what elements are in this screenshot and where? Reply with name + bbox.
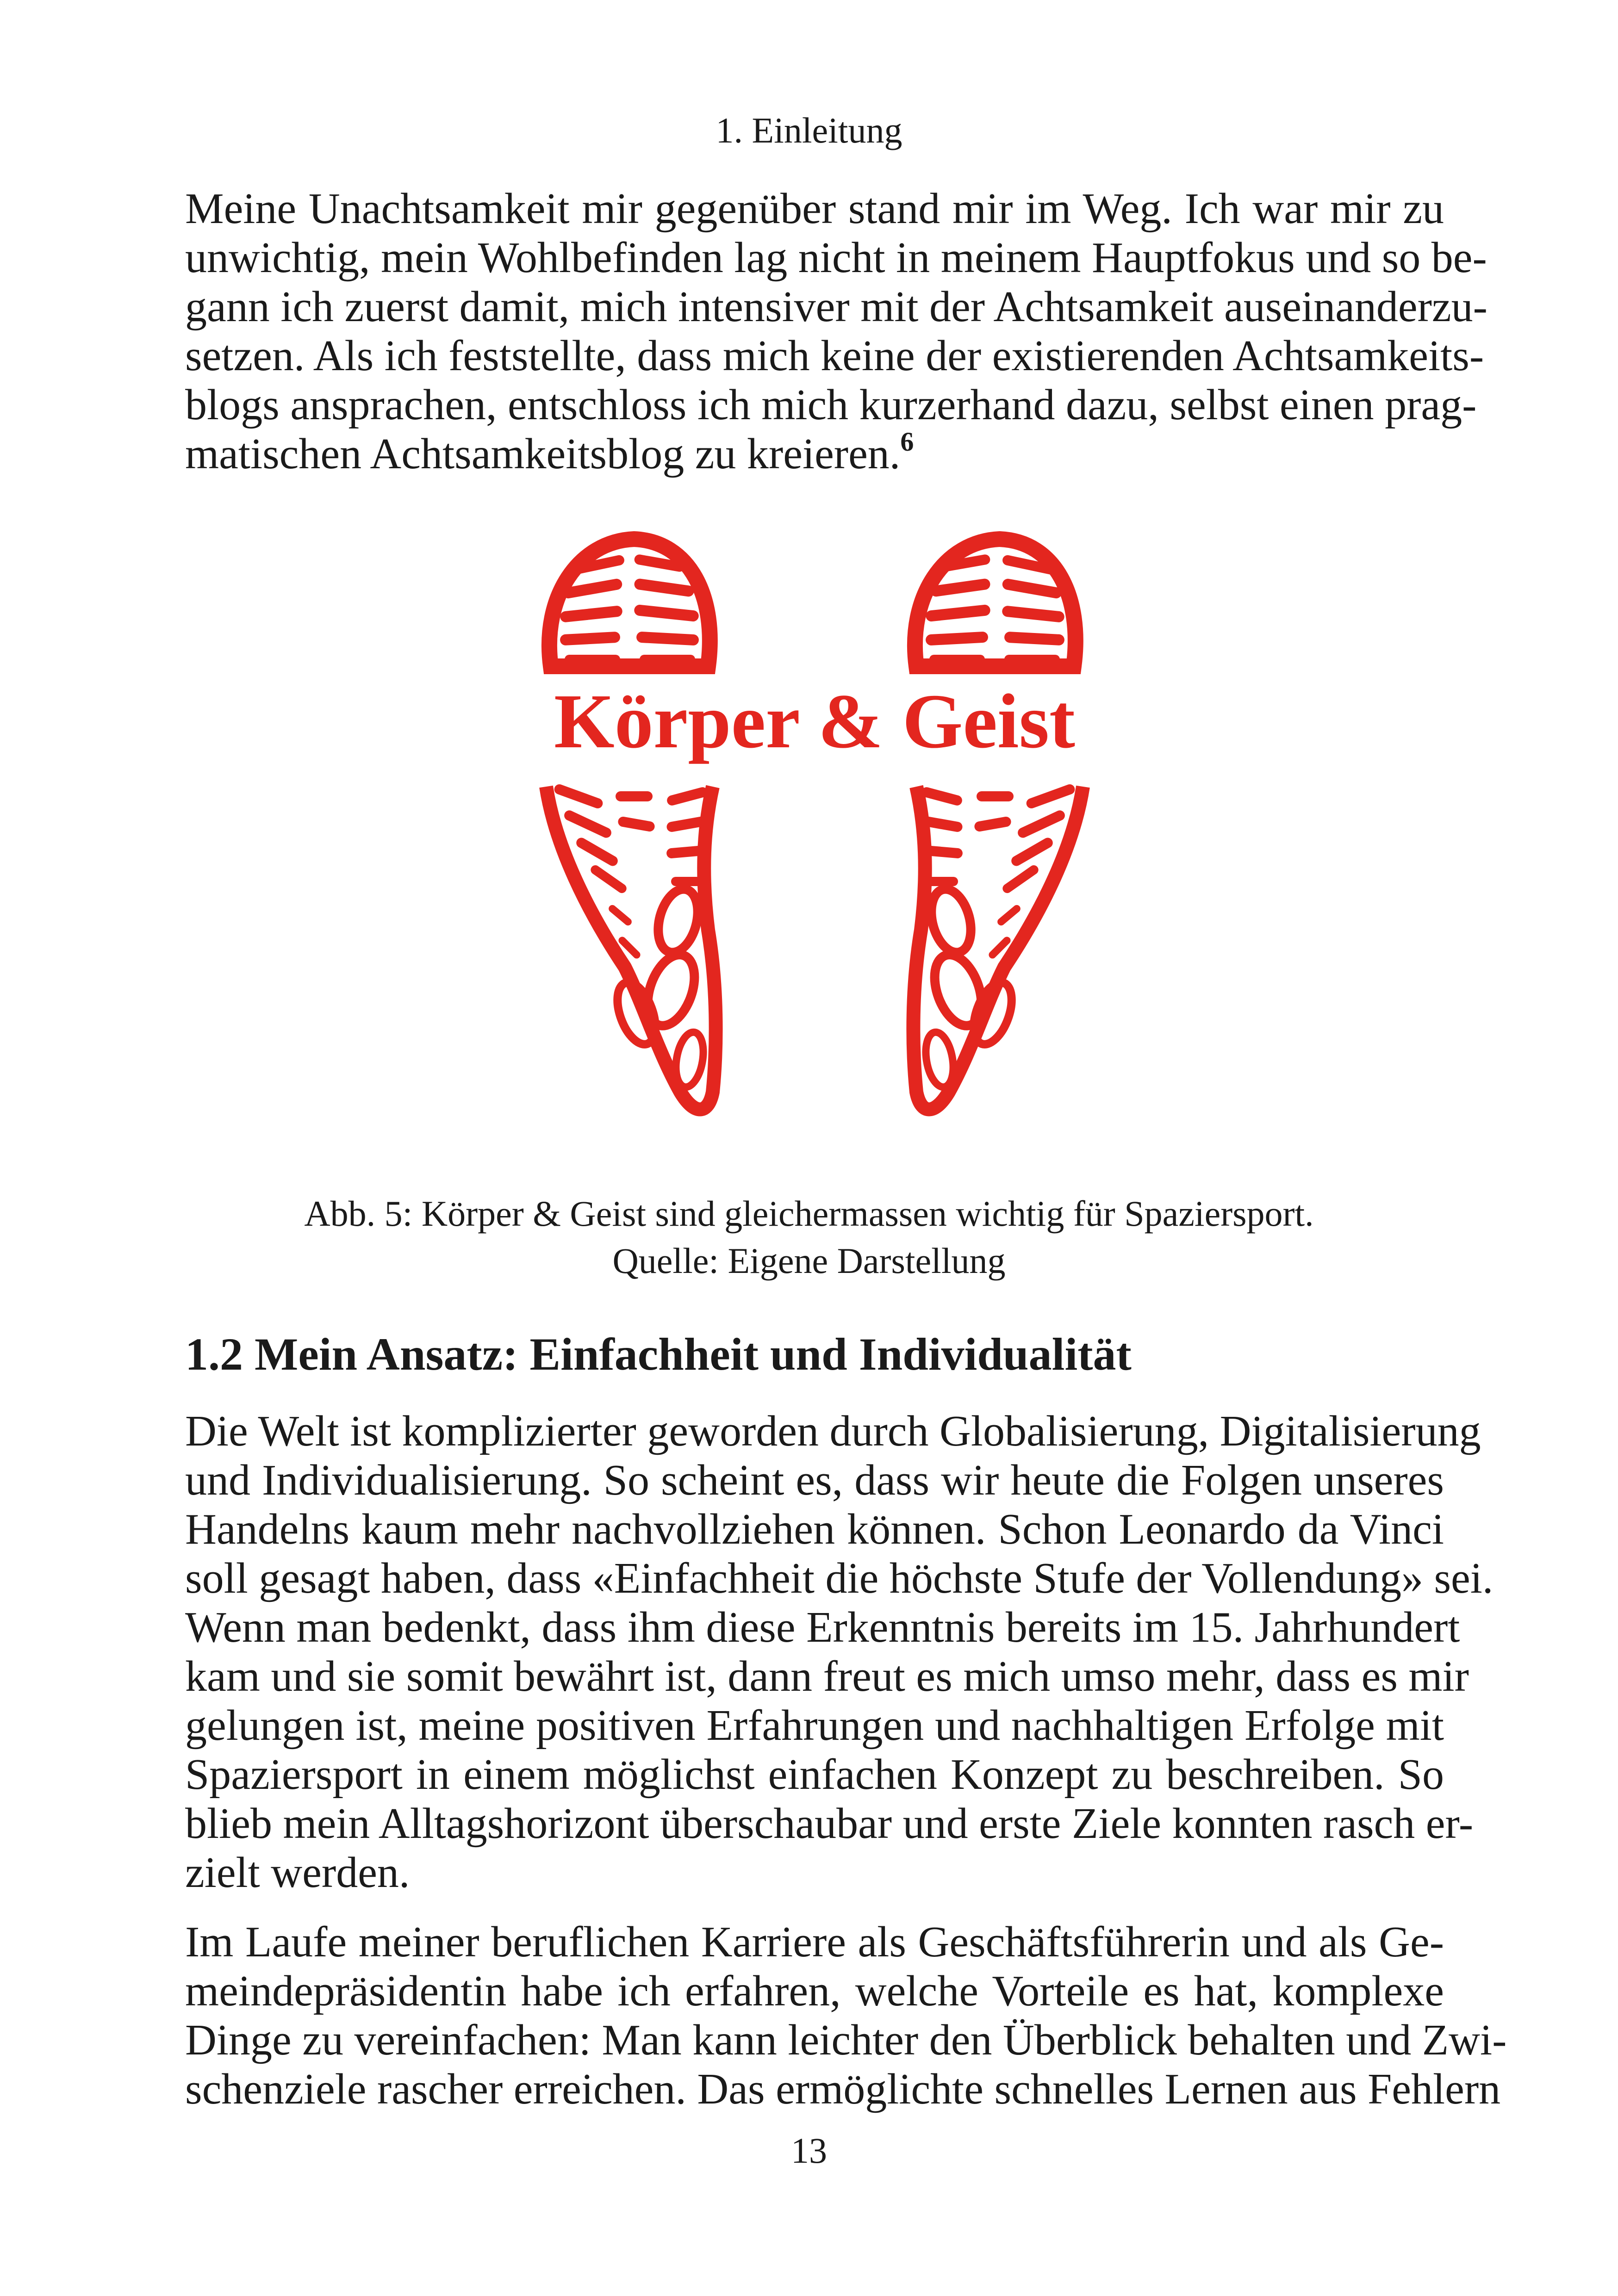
paragraph-line-text: matischen Achtsamkeitsblog zu kreieren.: [185, 430, 901, 478]
right-sole-toe: [915, 539, 1076, 666]
paragraph-line: Im Laufe meiner beruflichen Karriere als Geschäftsführerin und als Ge-: [185, 1918, 1444, 1966]
logo-wordmark: Körper & Geist: [554, 678, 1075, 764]
paragraph-line: Die Welt ist komplizierter geworden durch Globalisierung, Digitalisierung: [185, 1407, 1481, 1455]
paragraph-line: Handelns kaum mehr nachvollziehen können. Schon Leonardo da Vinci: [185, 1505, 1444, 1553]
left-sole-toe: [549, 539, 710, 666]
shoe-sole-prints: [546, 539, 1083, 1110]
paragraph-line: und Individualisierung. So scheint es, dass wir heute die Folgen unseres: [185, 1456, 1444, 1504]
paragraph-approach: [185, 1407, 1494, 1897]
figure-source: Quelle: Eigene Darstellung: [612, 1241, 1006, 1281]
paragraph-line: blogs ansprachen, entschloss ich mich kurzerhand dazu, selbst einen prag-: [185, 381, 1477, 429]
paragraph-line: gann ich zuerst damit, mich intensiver mit der Achtsamkeit auseinanderzu-: [185, 283, 1487, 331]
paragraph-line: setzen. Als ich feststellte, dass mich keine der existierenden Achtsamkeits-: [185, 332, 1484, 380]
paragraph-line: blieb mein Alltagshorizont überschaubar und erste Ziele konnten rasch er-: [185, 1800, 1474, 1848]
paragraph-line: unwichtig, mein Wohlbefinden lag nicht in meinem Hauptfokus und so be-: [185, 234, 1487, 282]
paragraph-line: kam und sie somit bewährt ist, dann freut es mich umso mehr, dass es mir: [185, 1652, 1469, 1700]
paragraph-line: gelungen ist, meine positiven Erfahrungen und nachhaltigen Erfolge mit: [185, 1701, 1444, 1750]
right-sole-heel: [913, 783, 1083, 1110]
paragraph-line: Spaziersport in einem möglichst einfachen Konzept zu beschreiben. So: [185, 1750, 1444, 1799]
paragraph-line: schenziele rascher erreichen. Das ermöglichte schnelles Lernen aus Fehlern: [185, 2065, 1501, 2113]
paragraph-line: meindepräsidentin habe ich erfahren, welche Vorteile es hat, komplexe: [185, 1967, 1444, 2015]
paragraph-career: [185, 1917, 1507, 2114]
paragraph-line: Meine Unachtsamkeit mir gegenüber stand mir im Weg. Ich war mir zu: [185, 185, 1444, 233]
paragraph-line: zielt werden.: [185, 1849, 410, 1897]
figure-koerper-geist-logo: [518, 514, 1111, 1161]
footnote-reference: 6: [900, 427, 914, 457]
paragraph-line: Wenn man bedenkt, dass ihm diese Erkenntnis bereits im 15. Jahrhundert: [185, 1603, 1460, 1651]
page-number: 13: [791, 2130, 827, 2171]
left-sole-heel: [546, 783, 716, 1110]
paragraph-line: Dinge zu vereinfachen: Man kann leichter den Überblick behalten und Zwi-: [185, 2016, 1507, 2064]
footprints-logo: [518, 514, 1111, 1161]
section-heading: 1.2 Mein Ansatz: Einfachheit und Individualität: [185, 1328, 1132, 1380]
paragraph-line-last: [185, 429, 1444, 478]
paragraph-line: soll gesagt haben, dass «Einfachheit die höchste Stufe der Vollendung» sei.: [185, 1554, 1494, 1602]
running-header: 1. Einleitung: [716, 110, 902, 150]
figure-caption: Abb. 5: Körper & Geist sind gleichermassen wichtig für Spaziersport.: [304, 1193, 1314, 1234]
paragraph-intro: [185, 184, 1487, 478]
